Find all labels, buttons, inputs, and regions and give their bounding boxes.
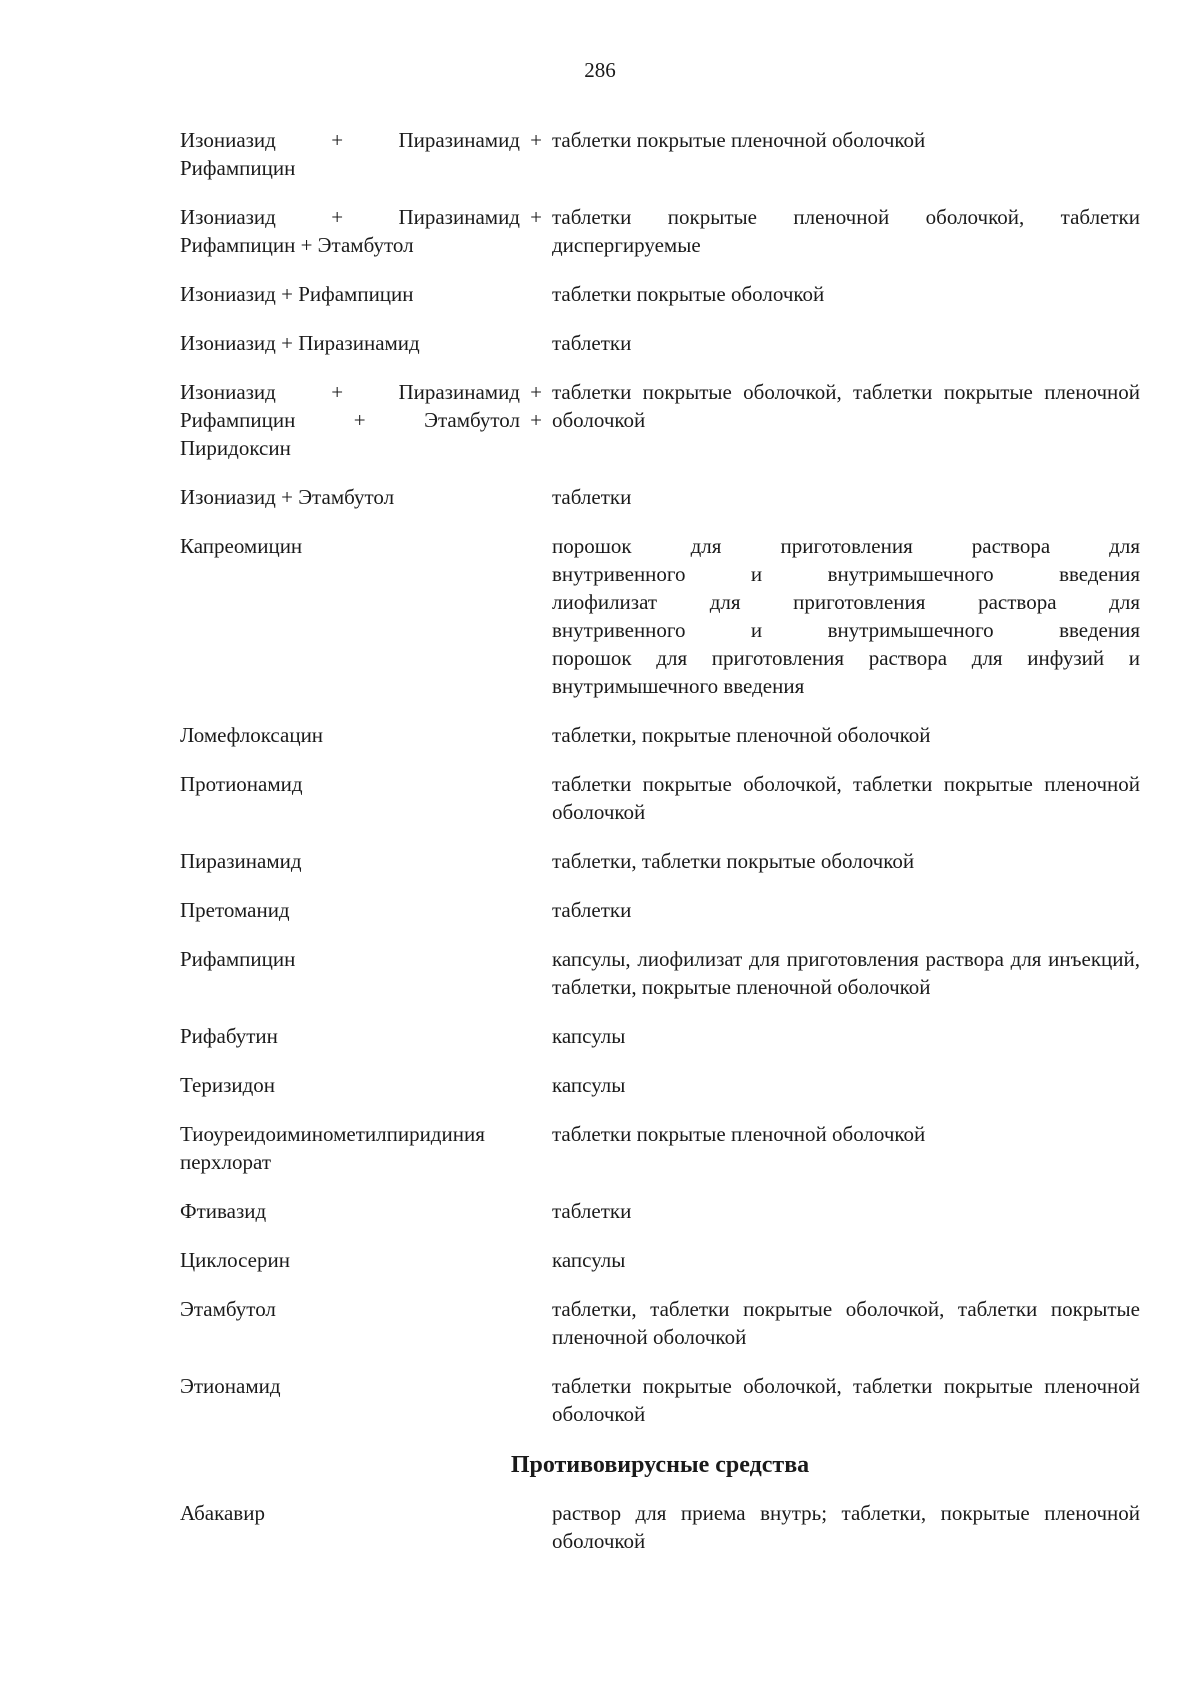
plus-sign: + [530, 380, 542, 404]
dosage-form: таблетки, таблетки покрытые оболочкой, таблетки покрытые пленочной оболочкой [552, 1297, 1140, 1349]
drug-name [180, 1197, 520, 1225]
table-row [180, 770, 1140, 826]
dosage-form: капсулы [552, 1024, 626, 1048]
drug-name [180, 1499, 520, 1555]
drug-name-line: Тиоуреидоиминометилпиридиния [180, 1122, 485, 1146]
plus-sign: + [530, 205, 542, 229]
drug-name [180, 896, 520, 924]
dosage-form: таблетки покрытые пленочной оболочкой [552, 128, 926, 152]
plus-column [520, 126, 552, 182]
drug-name-line: Этионамид [180, 1374, 281, 1398]
dosage-form-line: внутримышечного введения [552, 674, 805, 698]
drug-name-line: Ломефлоксацин [180, 723, 324, 747]
drug-name [180, 1246, 520, 1274]
plus-column [520, 1197, 552, 1225]
drug-name-line: Изониазид + Пиразинамид [180, 380, 520, 404]
dosage-form: таблетки покрытые оболочкой, таблетки покрытые пленочной оболочкой [552, 1374, 1140, 1426]
table-row [180, 896, 1140, 924]
dosage-form: капсулы [552, 1248, 626, 1272]
plus-column [520, 532, 552, 700]
drug-name-line: Претоманид [180, 898, 290, 922]
drug-name-line: Рифампицин [180, 947, 296, 971]
plus-column [520, 945, 552, 1001]
plus-sign: + [530, 128, 542, 152]
dosage-form: таблетки [552, 485, 632, 509]
table-row [180, 1120, 1140, 1176]
table-row [180, 1197, 1140, 1225]
drug-name-line: Изониазид + Рифампицин [180, 282, 414, 306]
plus-column [520, 1499, 552, 1555]
table-row [180, 203, 1140, 259]
drug-name [180, 329, 520, 357]
drug-name-line: Пиридоксин [180, 436, 291, 460]
plus-column [520, 203, 552, 259]
plus-column [520, 1120, 552, 1176]
drug-name [180, 483, 520, 511]
plus-column [520, 483, 552, 511]
drug-name-line: Капреомицин [180, 534, 303, 558]
drug-name [180, 203, 520, 259]
dosage-form: таблетки покрытые пленочной оболочкой [552, 1122, 926, 1146]
drug-name-line: перхлорат [180, 1150, 271, 1174]
table-row [180, 847, 1140, 875]
drug-name-line: Фтивазид [180, 1199, 267, 1223]
table-row [180, 126, 1140, 182]
plus-column [520, 329, 552, 357]
table-row [180, 1071, 1140, 1099]
dosage-form-line: порошок для приготовления раствора для инфузий и [552, 646, 1140, 670]
table-row [180, 280, 1140, 308]
plus-column [520, 1022, 552, 1050]
dosage-form-line: лиофилизат для приготовления раствора для [552, 590, 1140, 614]
dosage-form: таблетки [552, 1199, 632, 1223]
drug-name [180, 1120, 520, 1176]
table-row [180, 1372, 1140, 1428]
drug-name-line: Изониазид + Пиразинамид [180, 331, 420, 355]
drug-name [180, 1372, 520, 1428]
dosage-form: капсулы [552, 1073, 626, 1097]
drug-name [180, 1071, 520, 1099]
plus-column [520, 770, 552, 826]
table-row [180, 721, 1140, 749]
drug-name [180, 1295, 520, 1351]
table-row [180, 1499, 1140, 1555]
plus-column [520, 896, 552, 924]
drug-name-line: Пиразинамид [180, 849, 302, 873]
dosage-form: таблетки покрытые оболочкой, таблетки покрытые пленочной оболочкой [552, 772, 1140, 824]
dosage-form: раствор для приема внутрь; таблетки, покрытые пленочной оболочкой [552, 1501, 1140, 1553]
drug-name [180, 378, 520, 462]
dosage-form: таблетки [552, 898, 632, 922]
plus-column [520, 721, 552, 749]
drug-name-line: Этамбутол [180, 1297, 276, 1321]
drug-name-line: Циклосерин [180, 1248, 290, 1272]
drug-name-line: Изониазид + Пиразинамид [180, 205, 520, 229]
dosage-form-line: внутривенного и внутримышечного введения [552, 562, 1140, 586]
dosage-form [552, 532, 1140, 700]
dosage-form: таблетки, покрытые пленочной оболочкой [552, 723, 931, 747]
dosage-form: таблетки, таблетки покрытые оболочкой [552, 849, 915, 873]
drug-name [180, 532, 520, 700]
page-number: 286 [584, 58, 616, 82]
table-row [180, 329, 1140, 357]
drug-name [180, 945, 520, 1001]
drug-name [180, 770, 520, 826]
plus-column [520, 847, 552, 875]
table-row [180, 378, 1140, 462]
drug-name-line: Рифабутин [180, 1024, 278, 1048]
table-row [180, 1295, 1140, 1351]
plus-column [520, 1071, 552, 1099]
dosage-form: таблетки покрытые оболочкой, таблетки покрытые пленочной оболочкой [552, 380, 1140, 432]
drug-name-line: Рифампицин [180, 156, 296, 180]
drug-name [180, 721, 520, 749]
plus-column [520, 1246, 552, 1274]
plus-column [520, 280, 552, 308]
drug-name [180, 1022, 520, 1050]
plus-column [520, 1372, 552, 1428]
drug-name-line: Изониазид + Пиразинамид [180, 128, 520, 152]
drug-name-line: Протионамид [180, 772, 303, 796]
section-heading: Противовирусные средства [510, 1452, 810, 1478]
drug-name-line: Изониазид + Этамбутол [180, 485, 395, 509]
dosage-form: капсулы, лиофилизат для приготовления раствора для инъекций, таблетки, покрытые пленочной оболочкой [552, 947, 1140, 999]
drug-name-line: Теризидон [180, 1073, 276, 1097]
table-row [180, 532, 1140, 700]
table-row [180, 1022, 1140, 1050]
dosage-form-line: внутривенного и внутримышечного введения [552, 618, 1140, 642]
table-row [180, 945, 1140, 1001]
table-row [180, 1246, 1140, 1274]
plus-column [520, 1295, 552, 1351]
dosage-form: таблетки покрытые пленочной оболочкой, таблетки диспергируемые [552, 205, 1140, 257]
drug-name-line: Абакавир [180, 1501, 265, 1525]
dosage-form: таблетки покрытые оболочкой [552, 282, 825, 306]
drug-name-line: Рифампицин + Этамбутол [180, 408, 520, 432]
drug-name [180, 126, 520, 182]
dosage-form-line: порошок для приготовления раствора для [552, 534, 1140, 558]
drug-name [180, 280, 520, 308]
drug-name [180, 847, 520, 875]
table-row [180, 483, 1140, 511]
drug-name-line: Рифампицин + Этамбутол [180, 233, 414, 257]
plus-column [520, 378, 552, 462]
drug-table [180, 126, 1140, 1576]
dosage-form: таблетки [552, 331, 632, 355]
plus-sign: + [530, 408, 542, 432]
